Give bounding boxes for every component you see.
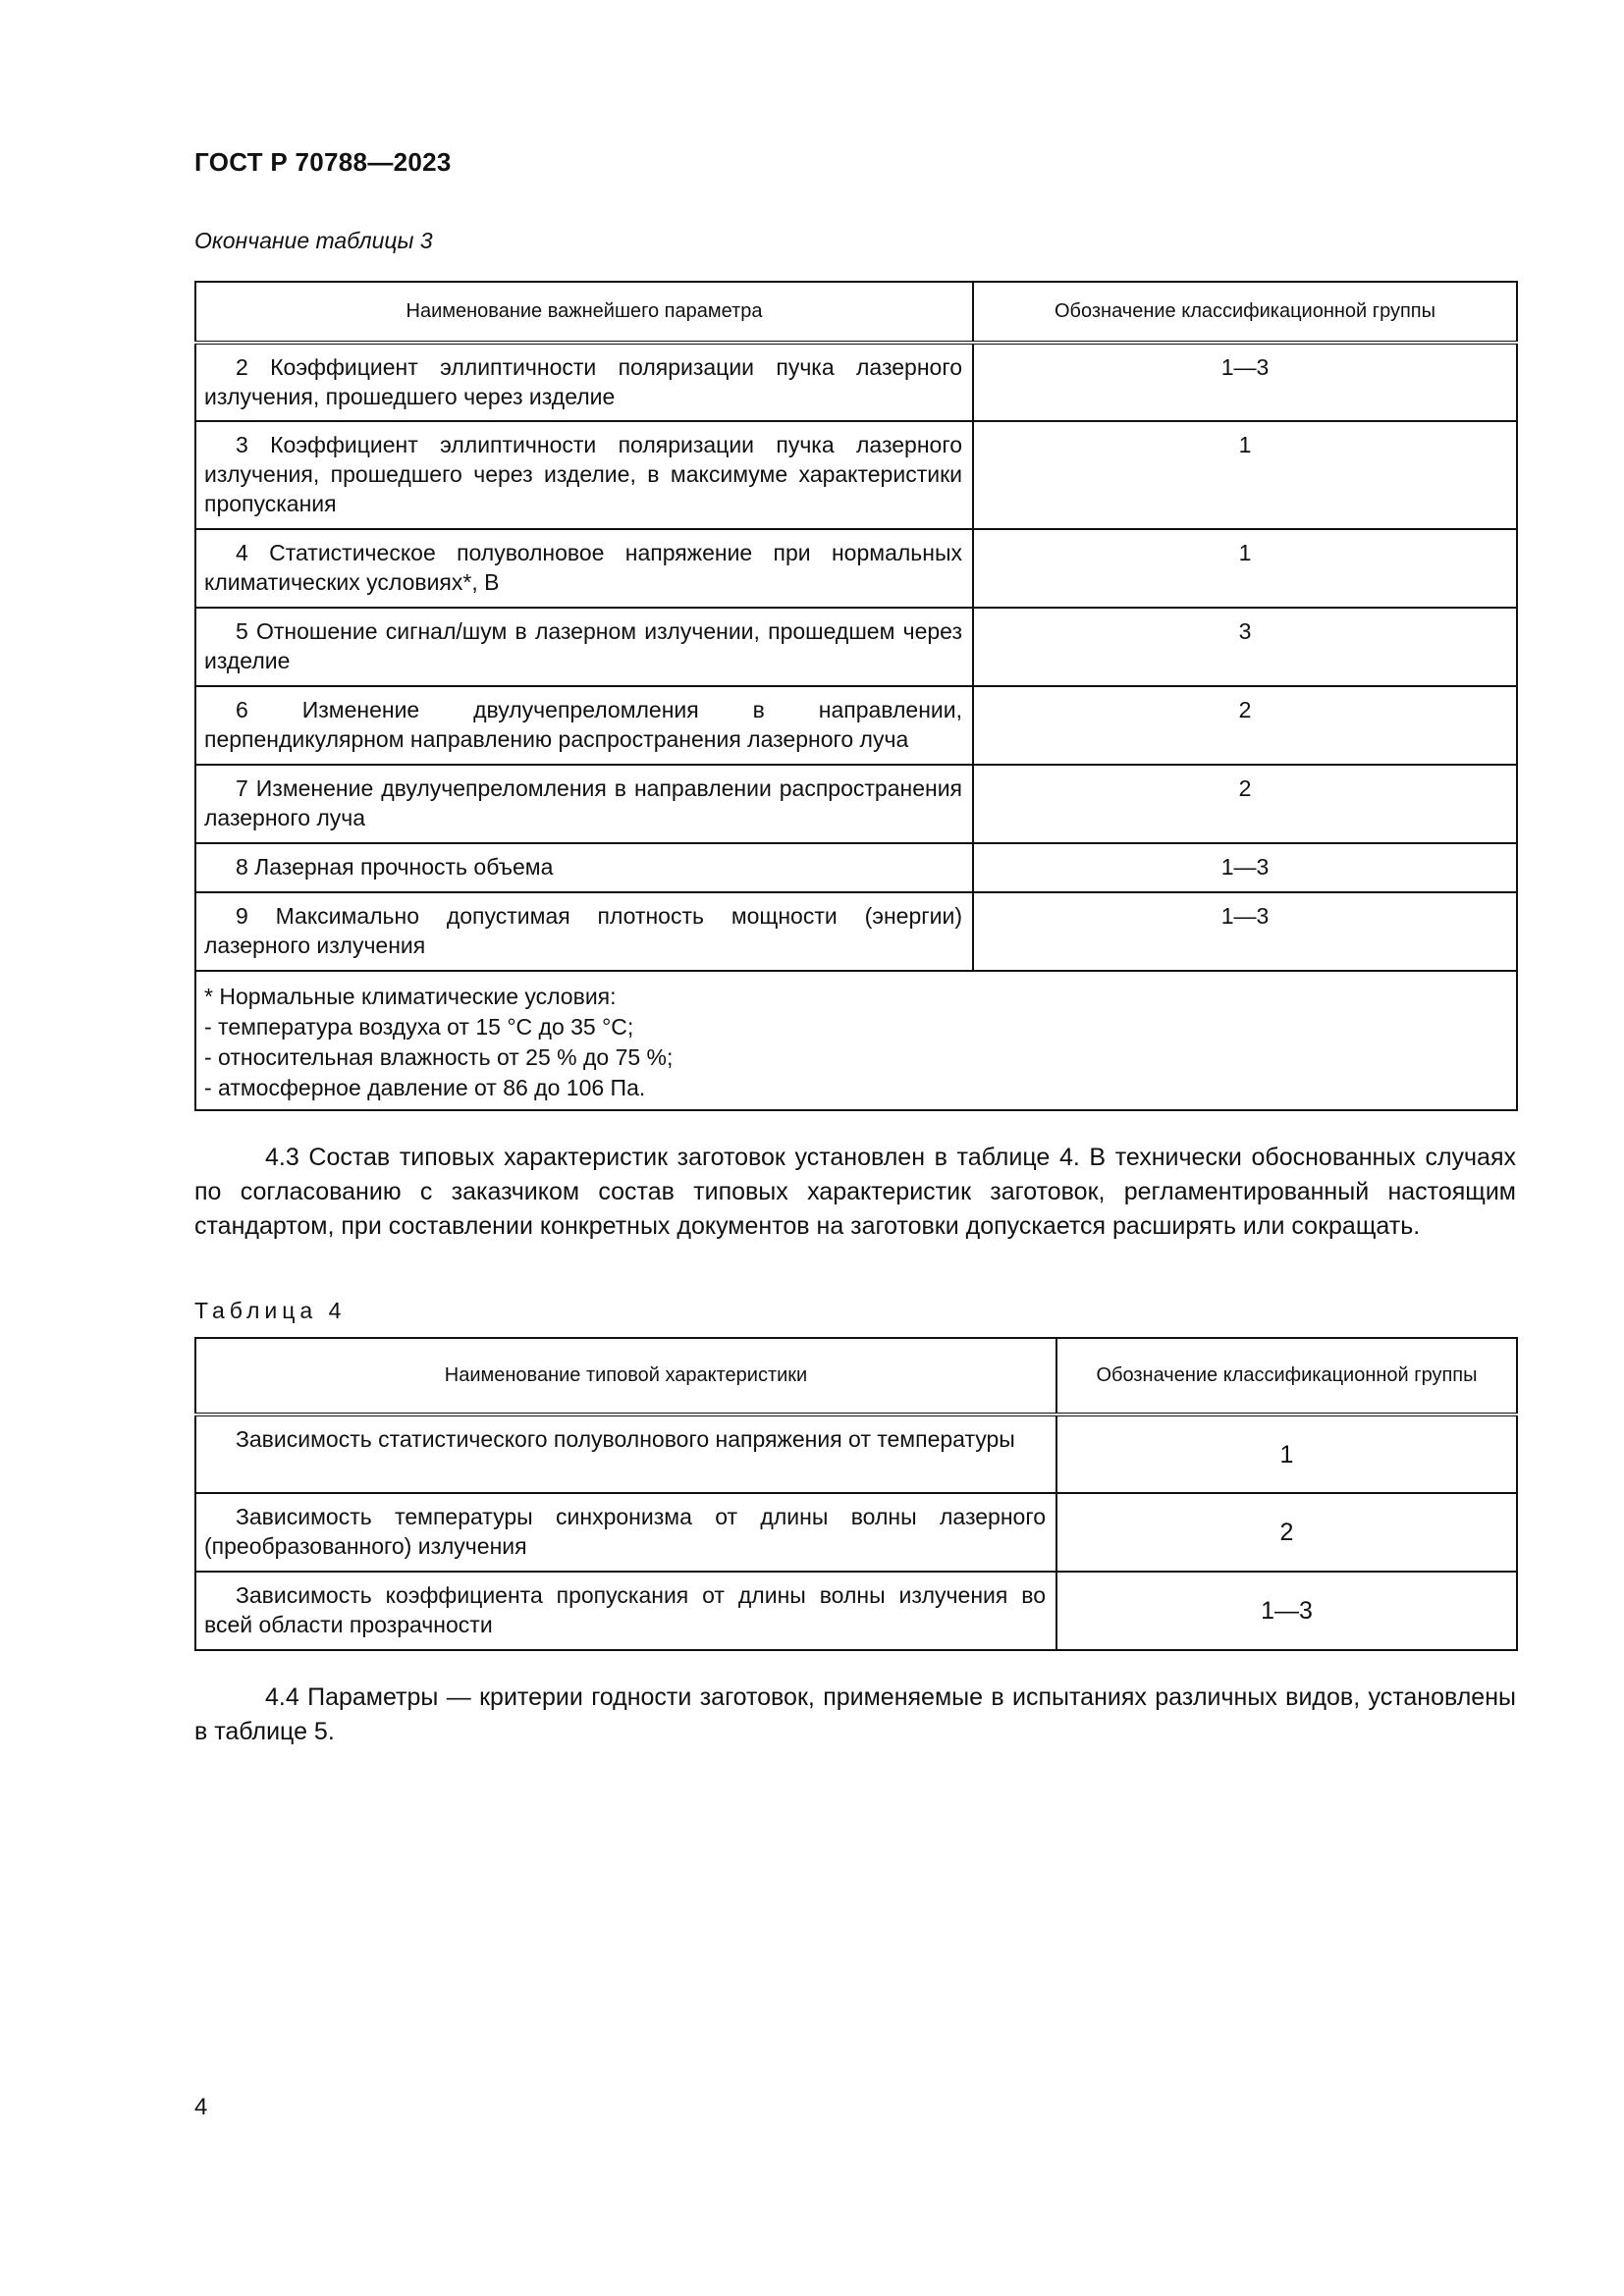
- table-3: [194, 281, 1518, 1111]
- table-row: [195, 343, 1517, 421]
- group-value: 1: [973, 529, 1517, 608]
- table-row: [195, 892, 1517, 971]
- table3-header-group: Обозначение классификационной группы: [973, 282, 1517, 343]
- table-row: [195, 421, 1517, 529]
- table-row: [195, 529, 1517, 608]
- table-footnote-row: [195, 971, 1517, 1110]
- characteristic-name: Зависимость температуры синхронизма от длины волны лазерного (преобразованного) излучения: [195, 1493, 1056, 1572]
- table-row: [195, 608, 1517, 686]
- group-value: 1—3: [1056, 1572, 1517, 1650]
- table-4: [194, 1337, 1518, 1651]
- param-name: 7 Изменение двулучепреломления в направлении распространения лазерного луча: [195, 765, 973, 843]
- table4-caption: Таблица 4: [194, 1298, 347, 1323]
- table-row: [195, 1572, 1517, 1650]
- footnote-line: * Нормальные климатические условия:: [204, 984, 617, 1009]
- group-value: 2: [1056, 1493, 1517, 1572]
- param-name: 4 Статистическое полуволновое напряжение при нормальных климатических условиях*, В: [195, 529, 973, 608]
- footnote-line: - относительная влажность от 25 % до 75 %;: [204, 1044, 674, 1070]
- group-value: 1: [973, 421, 1517, 529]
- param-name: 6 Изменение двулучепреломления в направлении, перпендикулярном направлению распространения лазерного луча: [195, 686, 973, 765]
- characteristic-name: Зависимость коэффициента пропускания от длины волны излучения во всей области прозрачности: [195, 1572, 1056, 1650]
- footnote-line: - температура воздуха от 15 °С до 35 °С;: [204, 1014, 634, 1040]
- param-name: 2 Коэффициент эллиптичности поляризации пучка лазерного излучения, прошедшего через изделие: [195, 343, 973, 421]
- table-row: [195, 1415, 1517, 1493]
- paragraph-4-3: 4.3 Состав типовых характеристик заготовок установлен в таблице 4. В технически обоснованных случаях по согласованию с заказчиком состав типовых характеристик заготовок, регламентированный настоящим стандартом, при составлении конкретных документов на заготовки допускается расширять или сокращать.: [194, 1144, 1516, 1240]
- page-number: 4: [194, 2094, 208, 2120]
- table3-caption: Окончание таблицы 3: [194, 228, 433, 253]
- table-row: [195, 843, 1517, 892]
- table-row: [195, 1493, 1517, 1572]
- table-row: [195, 686, 1517, 765]
- document-code: ГОСТ Р 70788—2023: [194, 147, 452, 177]
- param-name: 9 Максимально допустимая плотность мощности (энергии) лазерного излучения: [195, 892, 973, 971]
- param-name: 3 Коэффициент эллиптичности поляризации пучка лазерного излучения, прошедшего через изделие, в максимуме характеристики пропускания: [195, 421, 973, 529]
- group-value: 1—3: [973, 343, 1517, 421]
- group-value: 2: [973, 686, 1517, 765]
- param-name: 8 Лазерная прочность объема: [195, 843, 973, 892]
- table3-footnote: [195, 971, 1517, 1110]
- group-value: 1: [1056, 1415, 1517, 1493]
- table-row: [195, 765, 1517, 843]
- characteristic-name: Зависимость статистического полуволнового напряжения от температуры: [195, 1415, 1056, 1493]
- group-value: 1—3: [973, 892, 1517, 971]
- param-name: 5 Отношение сигнал/шум в лазерном излучении, прошедшем через изделие: [195, 608, 973, 686]
- paragraph-4-4: 4.4 Параметры — критерии годности заготовок, применяемые в испытаниях различных видов, установлены в таблице 5.: [194, 1683, 1516, 1745]
- table4-header-group: Обозначение классификационной группы: [1056, 1338, 1517, 1415]
- group-value: 2: [973, 765, 1517, 843]
- table4-header-name: Наименование типовой характеристики: [195, 1338, 1056, 1415]
- table3-header-name: Наименование важнейшего параметра: [195, 282, 973, 343]
- group-value: 1—3: [973, 843, 1517, 892]
- footnote-line: - атмосферное давление от 86 до 106 Па.: [204, 1075, 646, 1100]
- group-value: 3: [973, 608, 1517, 686]
